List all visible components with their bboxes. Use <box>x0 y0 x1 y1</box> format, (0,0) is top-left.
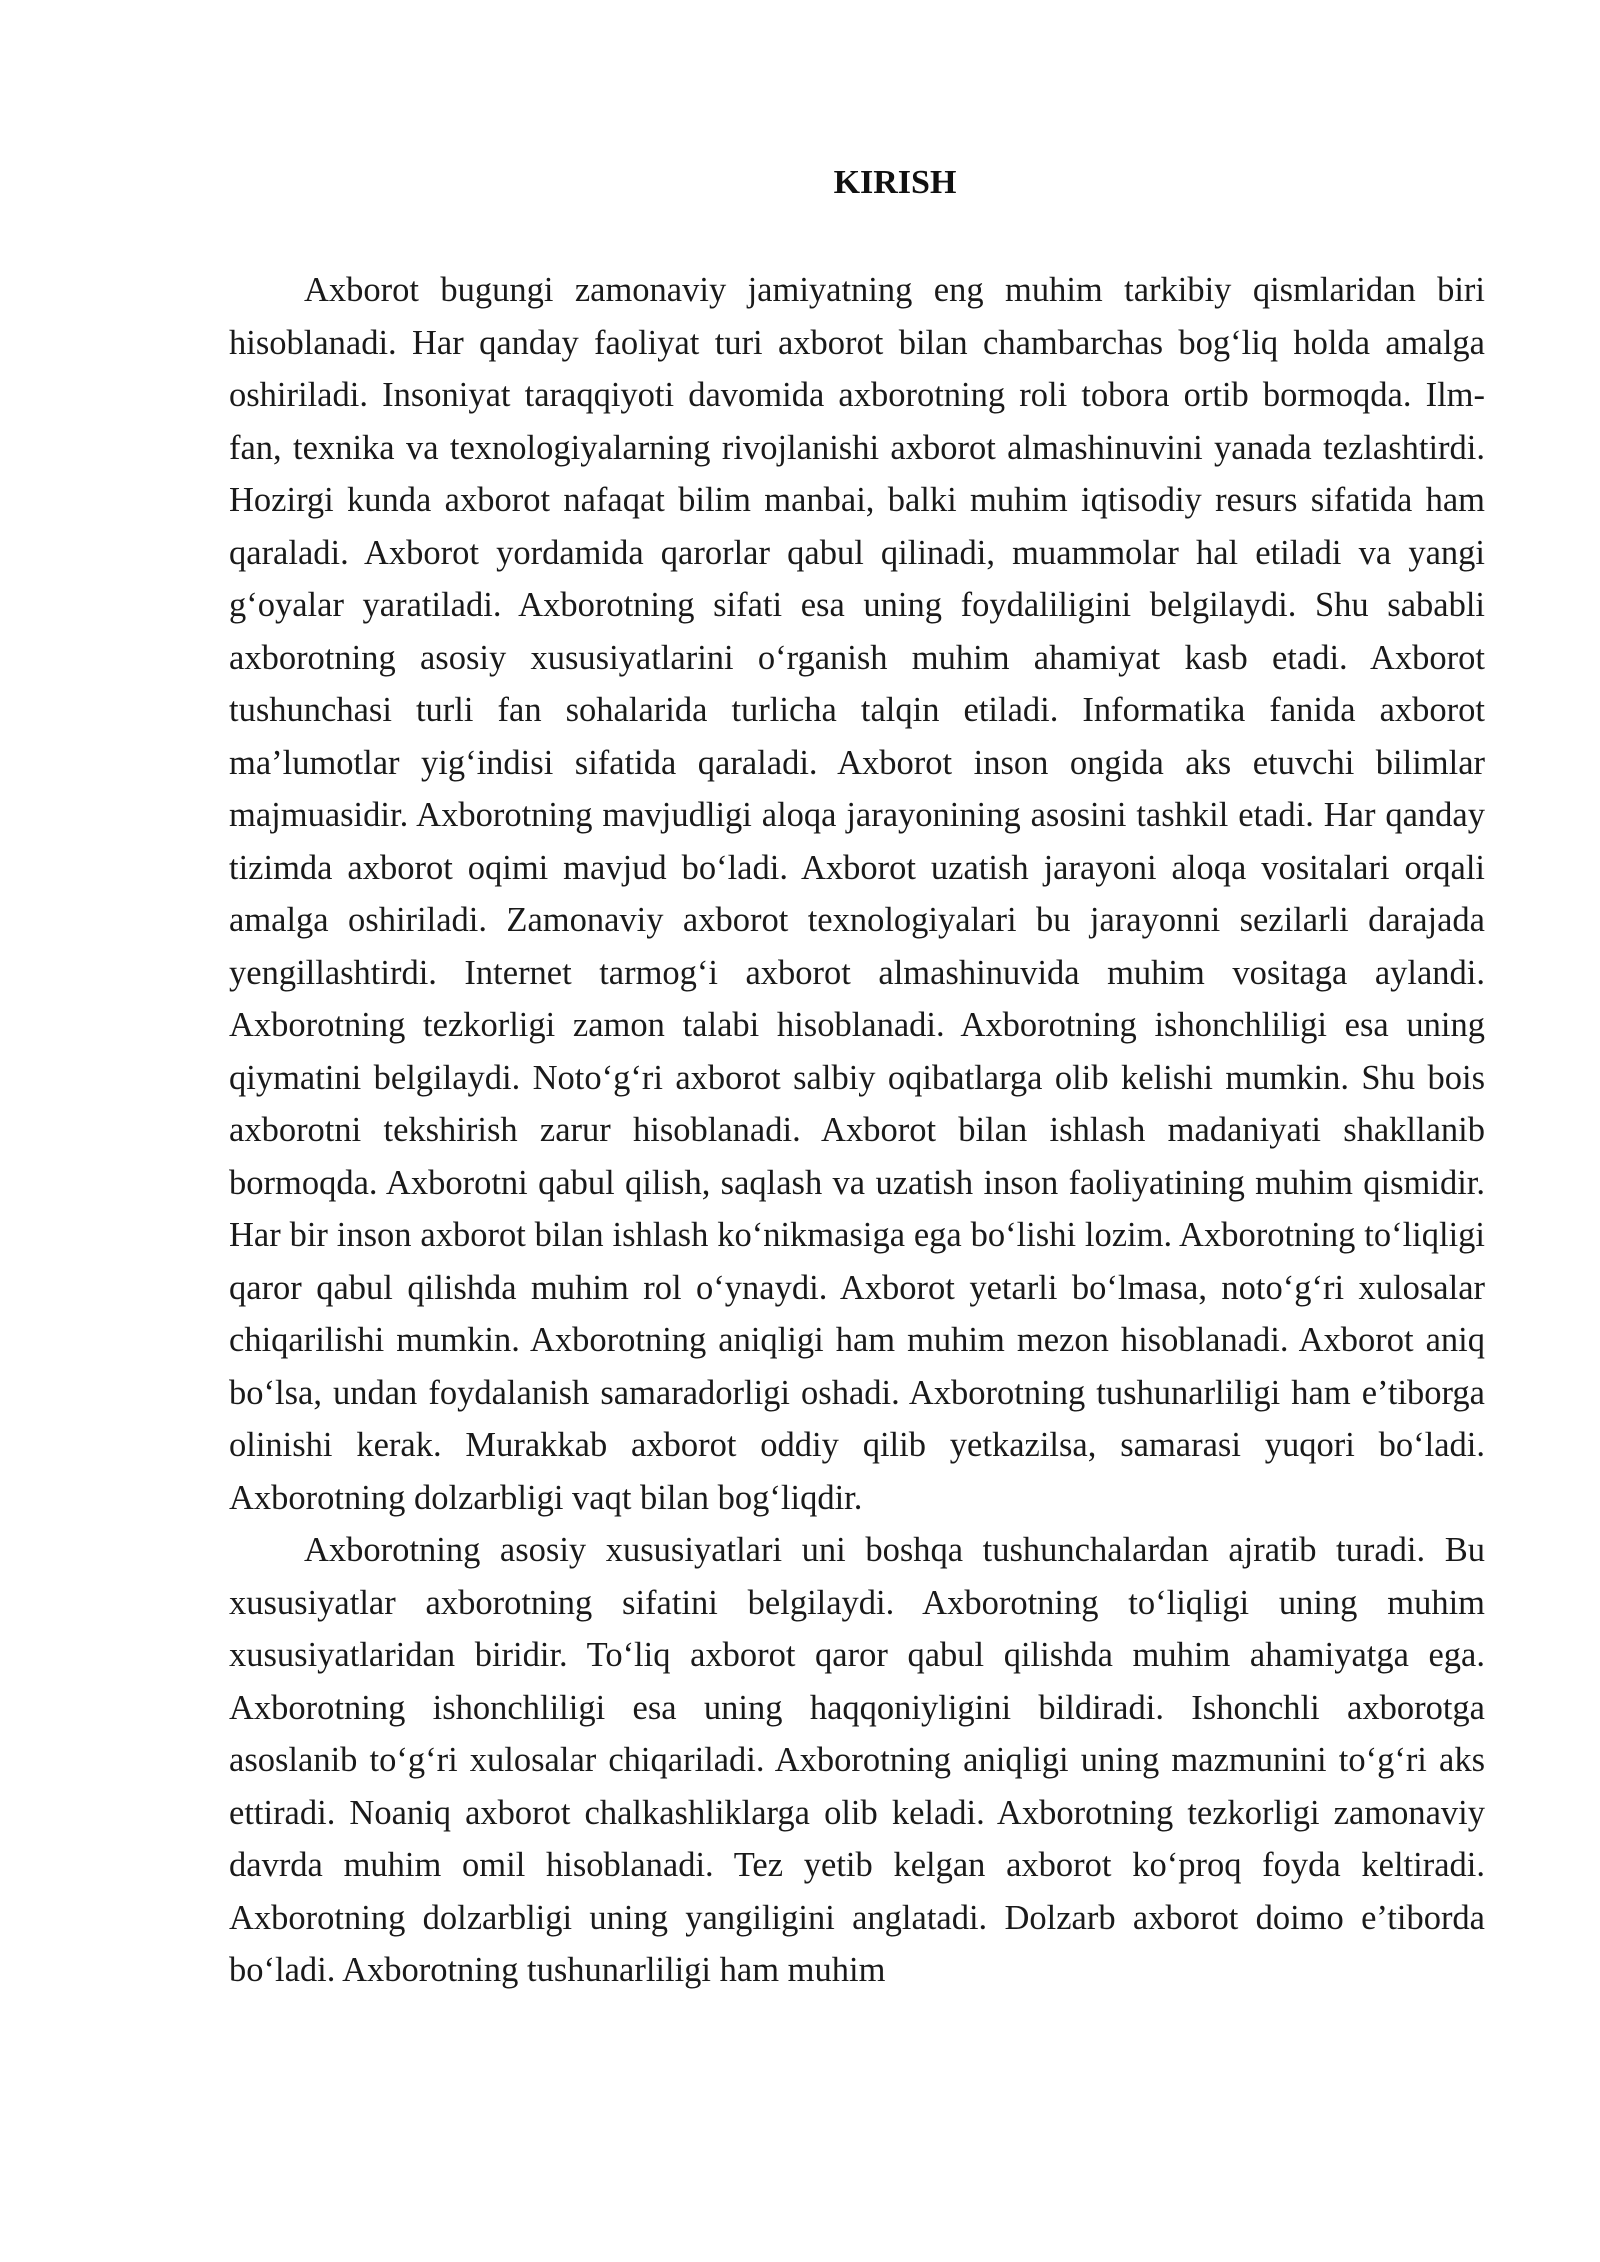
paragraph: Axborot bugungi zamonaviy jamiyatning eng muhim tarkibiy qismlaridan biri hisoblanadi. Har qanday faoliyat turi axborot bilan chambarchas bog‘liq holda amalga oshiriladi. Insoniyat taraqqiyoti davomida axborotning roli tobora ortib bormoqda. Ilm-fan, texnika va texnologiyalarning rivojlanishi axborot almashinuvini yanada tezlashtirdi. Hozirgi kunda axborot nafaqat bilim manbai, balki muhim iqtisodiy resurs sifatida ham qaraladi. Axborot yordamida qarorlar qabul qilinadi, muammolar hal etiladi va yangi g‘oyalar yaratiladi. Axborotning sifati esa uning foydaliligini belgilaydi. Shu sababli axborotning asosiy xususiyatlarini o‘rganish muhim ahamiyat kasb etadi. Axborot tushunchasi turli fan sohalarida turlicha talqin etiladi. Informatika fanida axborot ma’lumotlar yig‘indisi sifatida qaraladi. Axborot inson ongida aks etuvchi bilimlar majmuasidir. Axborotning mavjudligi aloqa jarayonining asosini tashkil etadi. Har qanday tizimda axborot oqimi mavjud bo‘ladi. Axborot uzatish jarayoni aloqa vositalari orqali amalga oshiriladi. Zamonaviy axborot texnologiyalari bu jarayonni sezilarli darajada yengillashtirdi. Internet tarmog‘i axborot almashinuvida muhim vositaga aylandi. Axborotning tezkorligi zamon talabi hisoblanadi. Axborotning ishonchliligi esa uning qiymatini belgilaydi. Noto‘g‘ri axborot salbiy oqibatlarga olib kelishi mumkin. Shu bois axborotni tekshirish zarur hisoblanadi. Axborot bilan ishlash madaniyati shakllanib bormoqda. Axborotni qabul qilish, saqlash va uzatish inson faoliyatining muhim qismidir. Har bir inson axborot bilan ishlash ko‘nikmasiga ega bo‘lishi lozim. Axborotning to‘liqligi qaror qabul qilishda muhim rol o‘ynaydi. Axborot yetarli bo‘lmasa, noto‘g‘ri xulosalar chiqarilishi mumkin. Axborotning aniqligi ham muhim mezon hisoblanadi. Axborot aniq bo‘lsa, undan foydalanish samaradorligi oshadi. Axborotning tushunarliligi ham e’tiborga olinishi kerak. Murakkab axborot oddiy qilib yetkazilsa, samarasi yuqori bo‘ladi. Axborotning dolzarbligi vaqt bilan bog‘liqdir. <box>229 271 1485 1517</box>
page-title: KIRISH <box>833 164 957 201</box>
paragraph: Axborotning asosiy xususiyatlari uni boshqa tushunchalardan ajratib turadi. Bu xususiyatlar axborotning sifatini belgilaydi. Axborotning to‘liqligi uning muhim xususiyatlaridan biridir. To‘liq axborot qaror qabul qilishda muhim ahamiyatga ega. Axborotning ishonchliligi esa uning haqqoniyligini bildiradi. Ishonchli axborotga asoslanib to‘g‘ri xulosalar chiqariladi. Axborotning aniqligi uning mazmunini to‘g‘ri aks ettiradi. Noaniq axborot chalkashliklarga olib keladi. Axborotning tezkorligi zamonaviy davrda muhim omil hisoblanadi. Tez yetib kelgan axborot ko‘proq foyda keltiradi. Axborotning dolzarbligi uning yangiligini anglatadi. Dolzarb axborot doimo e’tiborda bo‘ladi. Axborotning tushunarliligi ham muhim <box>229 1531 1485 1989</box>
body-text <box>229 264 1485 1997</box>
